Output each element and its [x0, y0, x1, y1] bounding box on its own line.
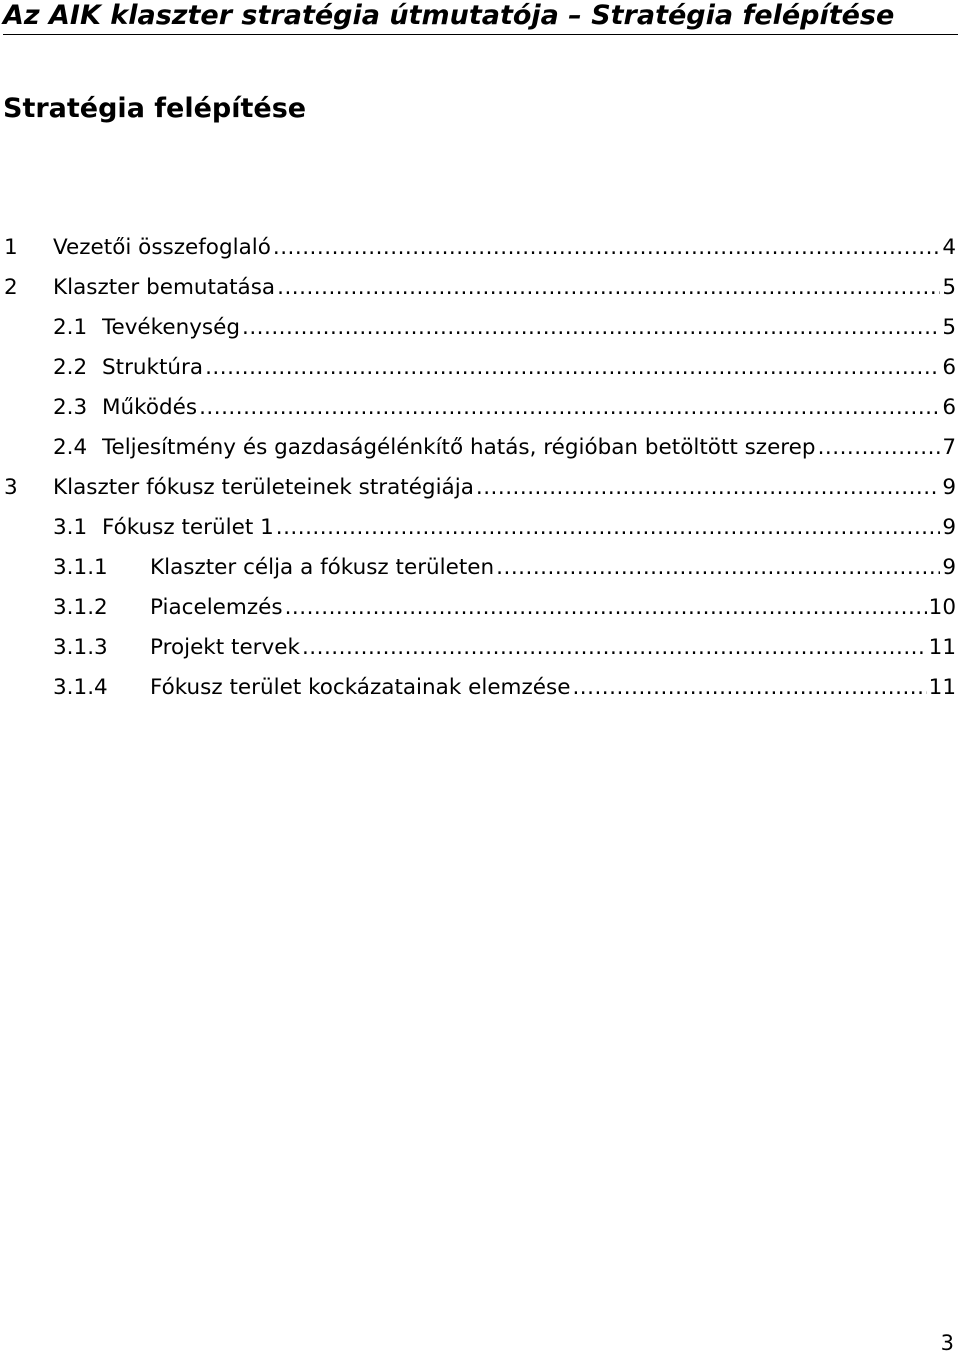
page-number: 3 — [940, 1331, 954, 1355]
toc-entry[interactable] — [0, 508, 960, 548]
toc-entry-label: Struktúra — [102, 355, 204, 380]
toc-entry[interactable] — [0, 308, 960, 348]
toc-dot-leader — [302, 634, 927, 662]
toc-entry-page: 11 — [928, 675, 956, 700]
toc-entry-label: Klaszter bemutatása — [53, 275, 276, 300]
toc-entry-text — [102, 434, 956, 462]
toc-entry[interactable] — [0, 628, 960, 668]
toc-entry-number: 3 — [4, 475, 18, 500]
toc-entry[interactable] — [0, 388, 960, 428]
toc-entry-label: Klaszter célja a fókusz területen — [150, 555, 495, 580]
running-header-title: Az AIK klaszter stratégia útmutatója – Stratégia felépítése — [3, 0, 958, 35]
toc-entry-page: 5 — [942, 275, 956, 300]
toc-dot-leader — [199, 394, 940, 422]
toc-entry-label: Tevékenység — [102, 315, 240, 340]
toc-dot-leader — [205, 354, 940, 382]
toc-entry-number: 3.1.3 — [53, 635, 108, 660]
toc-entry-number: 1 — [4, 235, 18, 260]
toc-dot-leader — [572, 674, 926, 702]
toc-entry[interactable] — [0, 588, 960, 628]
toc-entry[interactable] — [0, 428, 960, 468]
toc-dot-leader — [496, 554, 940, 582]
toc-entry-text — [150, 674, 956, 702]
toc-entry-text — [53, 234, 956, 262]
toc-entry-label: Vezetői összefoglaló — [53, 235, 271, 260]
toc-entry-text — [102, 314, 956, 342]
toc-entry[interactable] — [0, 228, 960, 268]
toc-entry-label: Teljesítmény és gazdaságélénkítő hatás, régióban betöltött szerep — [102, 435, 816, 460]
toc-entry-number: 3.1.1 — [53, 555, 108, 580]
toc-entry-page: 9 — [942, 515, 956, 540]
toc-entry-page: 7 — [942, 435, 956, 460]
toc-entry-number: 2.1 — [53, 315, 88, 340]
toc-entry-text — [150, 554, 956, 582]
toc-entry-page: 6 — [942, 355, 956, 380]
toc-entry[interactable] — [0, 268, 960, 308]
toc-dot-leader — [276, 514, 941, 542]
toc-entry-label: Klaszter fókusz területeinek stratégiája — [53, 475, 474, 500]
toc-dot-leader — [273, 234, 940, 262]
toc-entry-label: Piacelemzés — [150, 595, 283, 620]
toc-entry-text — [150, 634, 956, 662]
toc-entry-text — [102, 394, 956, 422]
toc-entry-label: Működés — [102, 395, 198, 420]
toc-entry-label: Fókusz terület kockázatainak elemzése — [150, 675, 571, 700]
toc-entry-page: 4 — [942, 235, 956, 260]
toc-entry-number: 3.1.2 — [53, 595, 108, 620]
toc-entry-page: 11 — [928, 635, 956, 660]
toc-entry-text — [102, 514, 956, 542]
toc-dot-leader — [476, 474, 940, 502]
toc-dot-leader — [285, 594, 927, 622]
toc-entry-label: Fókusz terület 1 — [102, 515, 274, 540]
toc-entry[interactable] — [0, 668, 960, 708]
toc-dot-leader — [818, 434, 941, 462]
toc-entry-page: 9 — [942, 555, 956, 580]
toc-dot-leader — [277, 274, 940, 302]
toc-entry-page: 9 — [942, 475, 956, 500]
toc-entry-label: Projekt tervek — [150, 635, 300, 660]
toc-entry[interactable] — [0, 468, 960, 508]
toc-entry-page: 10 — [928, 595, 956, 620]
toc-entry-page: 5 — [942, 315, 956, 340]
toc-entry-number: 2 — [4, 275, 18, 300]
toc-entry[interactable] — [0, 348, 960, 388]
toc-entry-number: 3.1 — [53, 515, 88, 540]
toc-entry-page: 6 — [942, 395, 956, 420]
toc-entry-number: 2.2 — [53, 355, 88, 380]
toc-dot-leader — [242, 314, 940, 342]
section-title: Stratégia felépítése — [3, 93, 307, 124]
toc-entry-number: 3.1.4 — [53, 675, 108, 700]
toc-entry-number: 2.4 — [53, 435, 88, 460]
toc-entry[interactable] — [0, 548, 960, 588]
toc-entry-text — [53, 474, 956, 502]
toc-entry-text — [102, 354, 956, 382]
toc-entry-text — [150, 594, 956, 622]
toc-entry-number: 2.3 — [53, 395, 88, 420]
toc-entry-text — [53, 274, 956, 302]
